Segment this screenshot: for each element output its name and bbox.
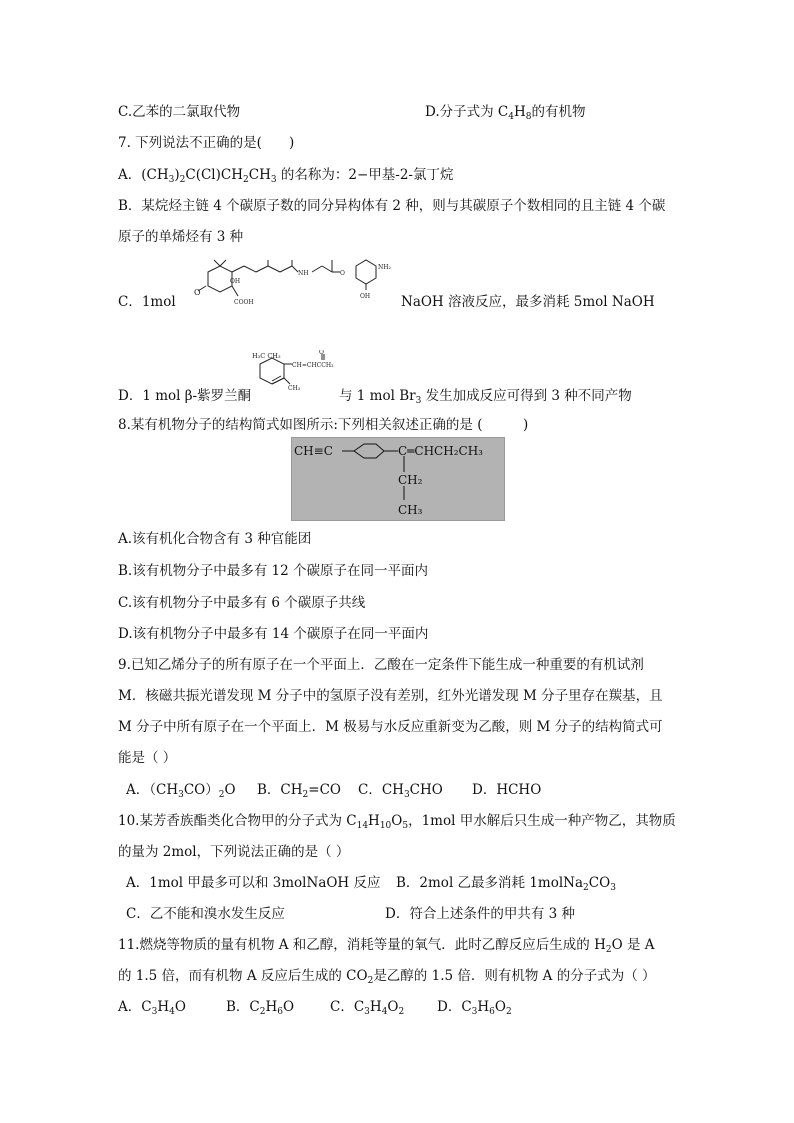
svg-text:NH₂: NH₂ [378,264,391,271]
option-8d: D.该有机物分子中最多有 14 个碳原子在同一平面内 [118,626,429,642]
svg-text:O: O [194,288,201,297]
question-8-stem: 8.某有机物分子的结构简式如图所示:下列相关叙述正确的是 ( ) [118,417,529,433]
structure-7d [244,350,340,398]
svg-text:C═CHCH₂CH₃: C═CHCH₂CH₃ [398,444,483,458]
svg-text:CH=CHCCH₃: CH=CHCCH₃ [292,362,334,369]
option-7d-suffix: 与 1 mol $Br_3$ 发生加成反应可得到 3 种不同产物 [339,388,632,406]
option-8b: B.该有机物分子中最多有 12 个碳原子在同一平面内 [118,563,428,579]
question-9-line1: 9.已知乙烯分子的所有原子在一个平面上．乙酸在一定条件下能生成一种重要的有机试剂 [118,657,644,673]
svg-text:O: O [319,350,324,356]
option-8a: A.该有机化合物含有 3 种官能团 [118,531,312,547]
option-7b-line2: 原子的单烯烃有 3 种 [118,229,244,245]
structure-8-box [291,437,505,521]
question-11-line2: 的 1.5 倍，而有机物 A 反应后生成的 $CO_2$是乙醇的 1.5 倍．则有机物 A 的分子式为（ ） [118,968,656,986]
option-9d: D．HCHO [472,782,542,798]
option-6d: D.分子式为 $C_4H_8$的有机物 [425,104,586,122]
option-11a: A．$C_3H_4O$ [118,999,186,1017]
option-10d: D．符合上述条件的甲共有 3 种 [385,906,575,922]
option-7b-line1: B．某烷烃主链 4 个碳原子数的同分异构体有 2 种，则与其碳原子个数相同的且主链 4 个碳 [118,198,666,214]
svg-text:CH≡C: CH≡C [294,444,333,458]
question-9-line4: 能是（ ） [118,750,177,766]
svg-text:OH: OH [230,278,241,285]
question-9-line2: M．核磁共振光谱发现 M 分子中的氢原子没有差别，红外光谱发现 M 分子里存在羰基，且 [118,688,663,704]
option-10a: A．1mol 甲最多可以和 3molNaOH 反应 [126,875,381,891]
option-7c-suffix: NaOH 溶液反应，最多消耗 5mol NaOH [401,294,655,310]
svg-text:NH: NH [298,270,309,277]
option-11c: C．$C_3H_4O_2$ [330,999,405,1017]
svg-text:CH₃: CH₃ [288,385,301,392]
option-9b: B．$CH_2=CO$ [257,782,341,800]
option-7a: A．$(CH_3)_2C(Cl)CH_2CH_3$ 的名称为：2−甲基-2-氯丁烷 [118,167,454,185]
question-11-line1: 11.燃烧等物质的量有机物 A 和乙醇，消耗等量的氧气．此时乙醇反应后生成的 $H_2O$ 是 A [118,937,655,955]
structure-7c [188,258,400,310]
option-8c: C.该有机物分子中最多有 6 个碳原子共线 [118,595,366,611]
svg-text:CH₃: CH₃ [398,503,423,517]
question-10-line2: 的量为 2mol，下列说法正确的是（ ） [118,844,350,860]
svg-text:OH: OH [360,293,371,300]
question-9-line3: M 分子中所有原子在一个平面上．M 极易与水反应重新变为乙酸，则 M 分子的结构简式可 [118,719,663,735]
option-11d: D．$C_3H_6O_2$ [437,999,512,1017]
option-11b: B．$C_2H_6O$ [226,999,295,1017]
option-7d-prefix: D．1 mol β-紫罗兰酮 [118,388,252,404]
question-7-stem: 7. 下列说法不正确的是( ) [118,135,295,151]
option-7c-prefix: C．1mol [118,294,176,310]
question-10-line1: 10.某芳香族酯类化合物甲的分子式为 $C_{14}H_{10}O_5$，1mol 甲水解后只生成一种产物乙，其物质 [118,813,676,831]
svg-text:H₃C CH₃: H₃C CH₃ [252,352,281,360]
option-6c: C.乙苯的二氯取代物 [118,104,241,120]
option-10b: B．2mol 乙最多消耗 $1molNa_2CO_3$ [396,875,616,893]
svg-text:COOH: COOH [234,299,254,306]
option-10c: C．乙不能和溴水发生反应 [126,906,285,922]
option-9a: A．$(CH_3CO)_2O$ [126,782,236,800]
option-9c: C．$CH_3CHO$ [358,782,443,800]
structure-8 [292,438,504,520]
svg-text:CH₂: CH₂ [398,473,423,487]
svg-text:O: O [340,270,345,277]
